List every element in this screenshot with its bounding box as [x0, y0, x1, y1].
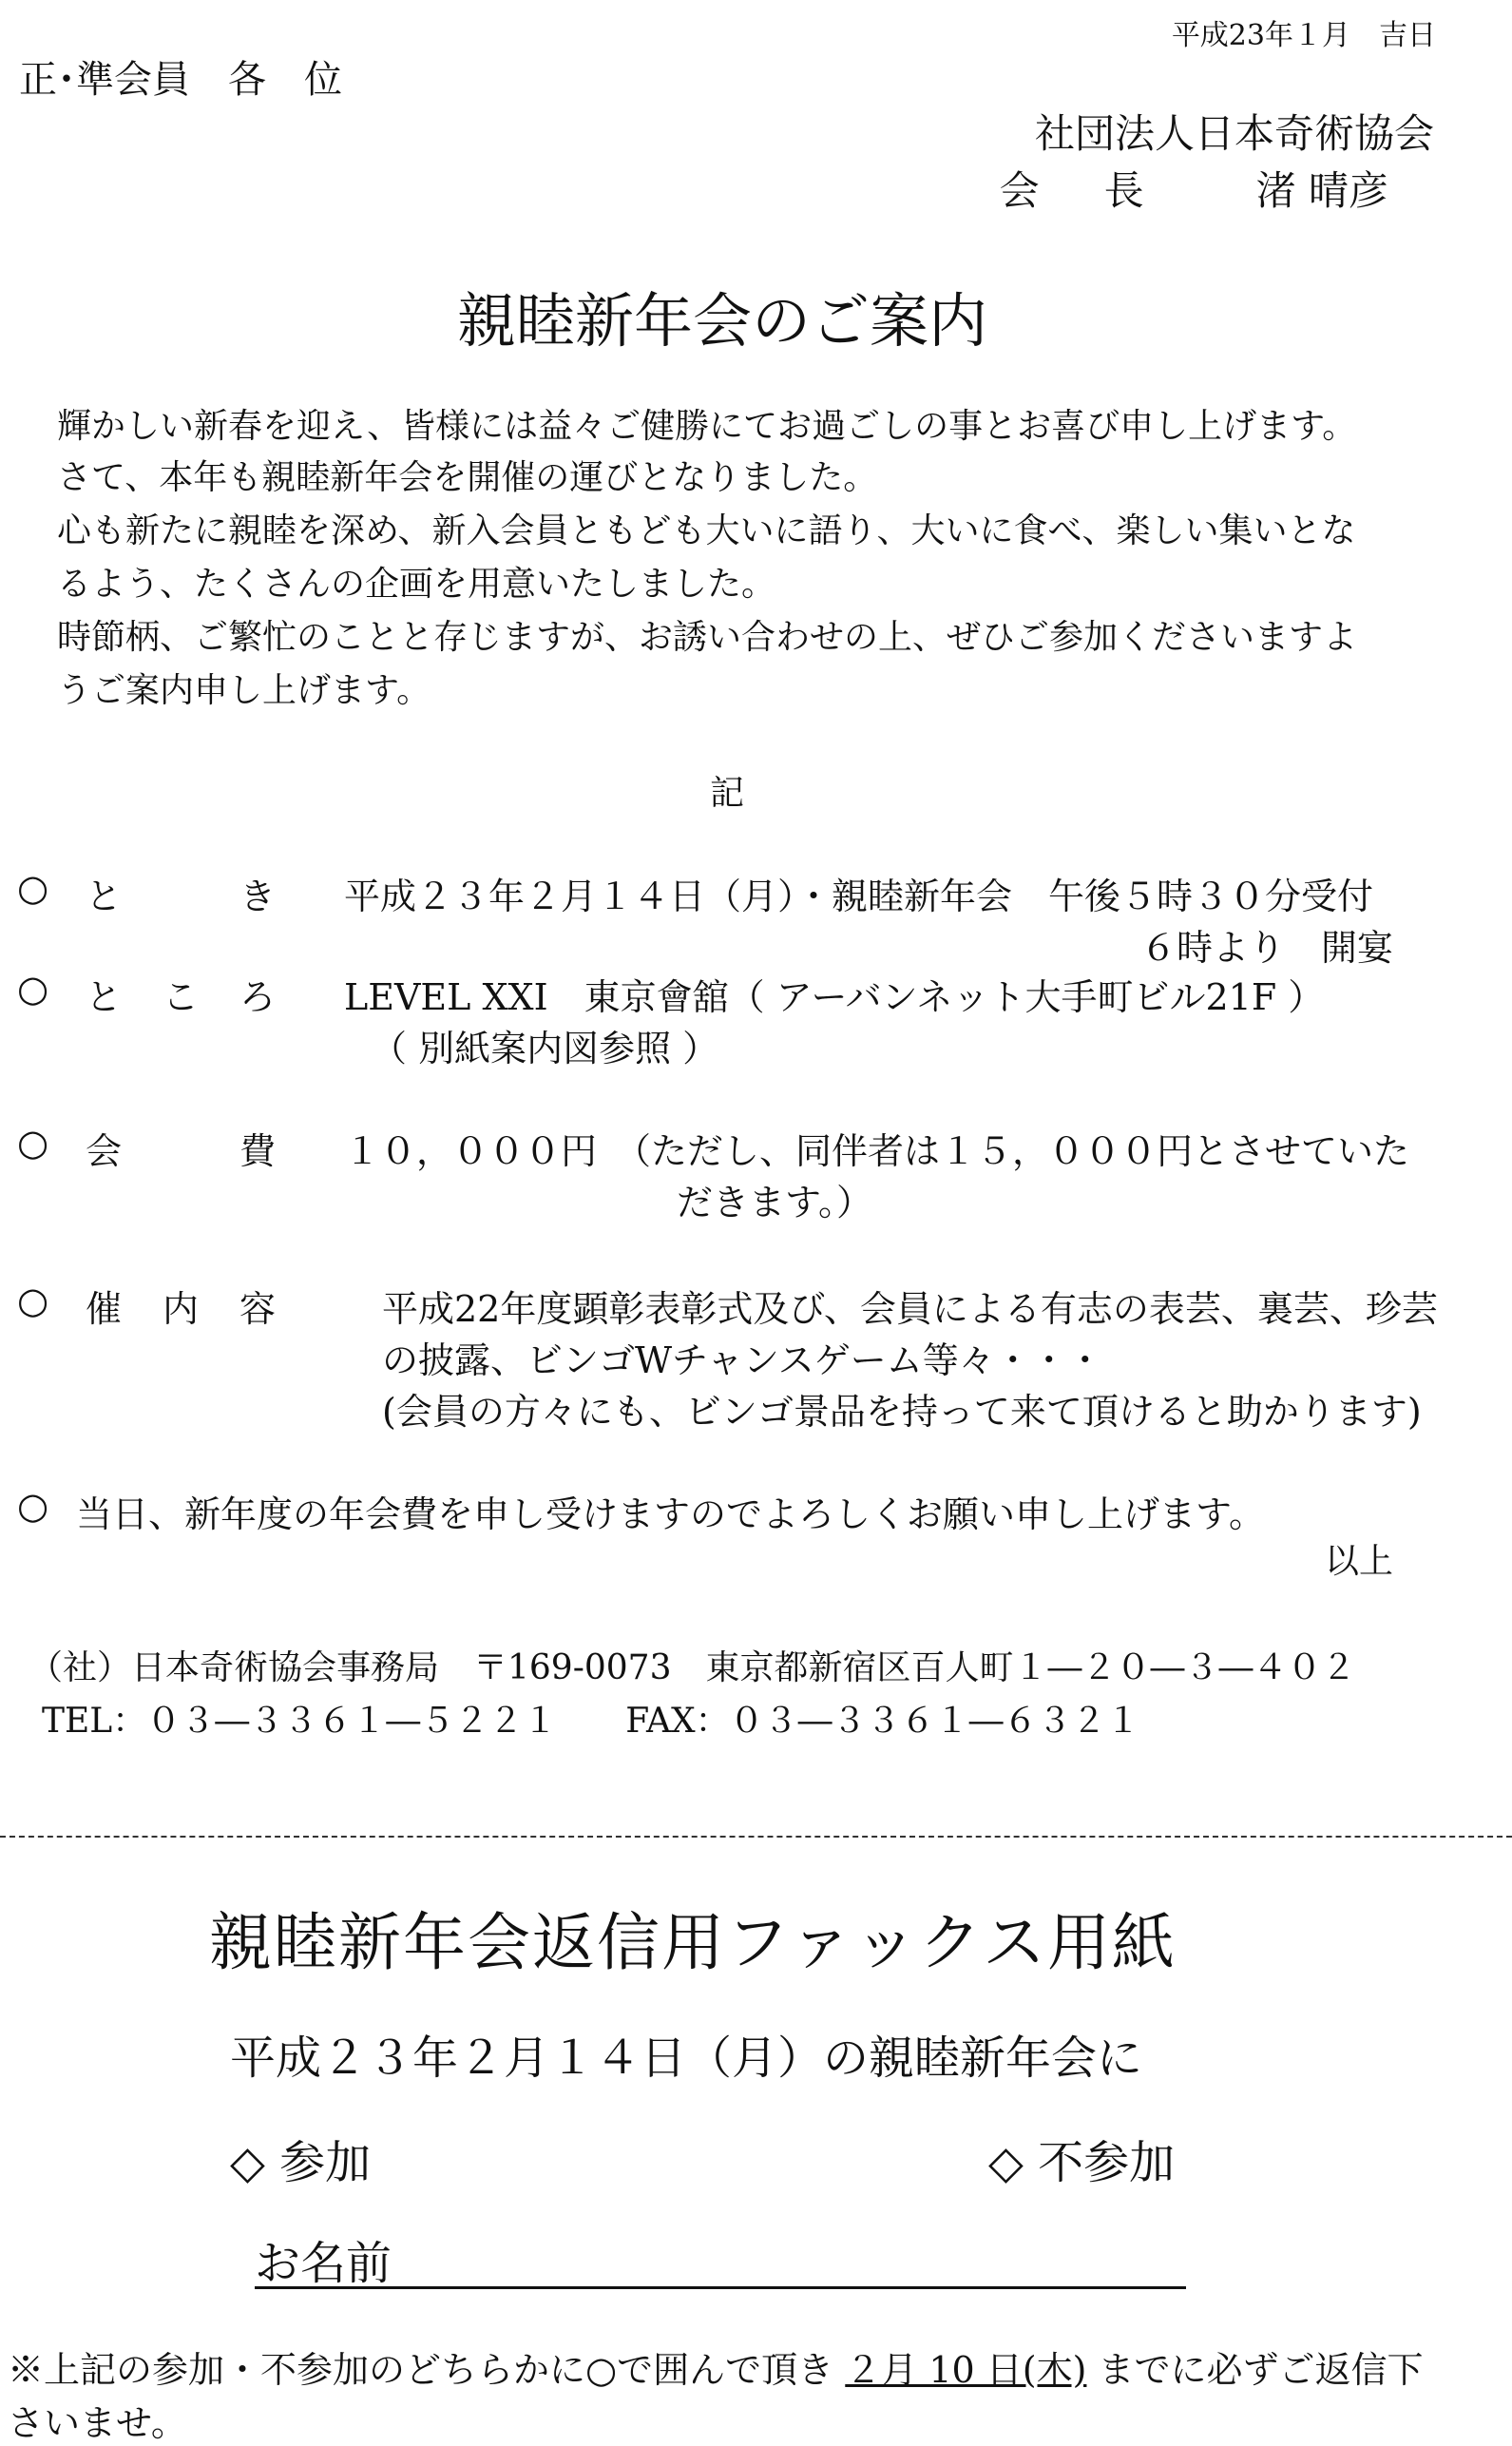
ki-heading: 記: [709, 774, 744, 813]
reply-deadline: ２月 10 日(木): [845, 2349, 1087, 2391]
option-absent[interactable]: ◇ 不参加: [988, 2136, 1176, 2189]
program-bullet: ○: [17, 1280, 49, 1321]
name-label: お名前: [255, 2237, 392, 2290]
president-name: 渚 晴彦: [1255, 167, 1388, 214]
program-label: 催 内 容: [86, 1288, 277, 1330]
when-bullet: ○: [17, 867, 49, 909]
note-bullet: ○: [17, 1485, 49, 1527]
recipient-line: 正･準会員 各 位: [19, 58, 342, 102]
fee-label: 会 費: [86, 1130, 277, 1172]
program-value-line-1: 平成22年度顕彰表彰式及び、会員による有志の表芸、裏芸、珍芸: [382, 1288, 1438, 1330]
body-line-4: るよう、たくさんの企画を用意いたしました。: [57, 565, 776, 604]
when-value-line-2: ６時より 開宴: [1140, 927, 1394, 969]
organization-name: 社団法人日本奇術協会: [1034, 110, 1434, 157]
body-line-5: 時節柄、ご繁忙のことと存じますが、お誘い合わせの上、ぜひご参加くださいますよ: [57, 618, 1358, 657]
body-line-1: 輝かしい新春を迎え、皆様には益々ご健勝にてお過ごしの事とお喜び申し上げます。: [57, 407, 1357, 446]
issue-date: 平成23年１月 吉日: [1171, 19, 1436, 52]
where-bullet: ○: [17, 968, 49, 1010]
body-line-6: うご案内申し上げます。: [57, 671, 431, 710]
where-label: と こ ろ: [86, 976, 277, 1018]
when-label: と き: [86, 876, 277, 917]
office-address: （社）日本奇術協会事務局 〒169-0073 東京都新宿区百人町１―２０―３―４０２: [29, 1648, 1356, 1687]
president-title-2: 長: [1103, 167, 1144, 214]
fax-event-line: 平成２３年２月１４日（月）の親睦新年会に: [230, 2032, 1143, 2085]
fee-bullet: ○: [17, 1122, 49, 1164]
option-attend[interactable]: ◇ 参加: [230, 2136, 372, 2189]
when-value-line-1: 平成２３年２月１４日（月）・親睦新年会 午後５時３０分受付: [344, 876, 1374, 917]
body-line-2: さて、本年も親睦新年会を開催の運びとなりました。: [57, 458, 878, 497]
reply-note-line-1: [8, 2340, 1424, 2393]
president-line: [1000, 160, 1388, 217]
reply-note-line-2: さいませ。: [8, 2402, 187, 2444]
where-value-line-1: LEVEL XXI 東京會舘（ アーバンネット大手町ビル21F ）: [344, 976, 1325, 1018]
program-value-line-3: (会員の方々にも、ビンゴ景品を持って来て頂けると助かります): [382, 1391, 1422, 1433]
document-title: 親睦新年会のご案内: [456, 286, 987, 356]
fee-value-line-2: だきます。）: [677, 1182, 872, 1223]
body-line-3: 心も新たに親睦を深め、新入会員ともども大いに語り、大いに食べ、楽しい集いとな: [57, 511, 1356, 550]
fax-form-title: 親睦新年会返信用ファックス用紙: [209, 1906, 1177, 1979]
name-field-line[interactable]: [255, 2286, 1186, 2289]
note-text: 当日、新年度の年会費を申し受けますのでよろしくお願い申し上げます。: [76, 1493, 1265, 1535]
office-contact: TEL：０３―３３６１―５２２１ FAX：０３―３３６１―６３２１: [42, 1702, 1140, 1741]
reply-note-prefix: ※上記の参加・不参加のどちらかに○で囲んで頂き: [8, 2349, 834, 2391]
program-value-line-2: の披露、ビンゴWチャンスゲーム等々・・・: [382, 1339, 1103, 1381]
fee-value-line-1: １０，０００円 （ただし、同伴者は１５，０００円とさせていた: [344, 1130, 1410, 1172]
closing-ijo: 以上: [1324, 1542, 1393, 1581]
reply-note-suffix: までに必ずご返信下: [1098, 2349, 1424, 2391]
cut-line-divider: [0, 1836, 1512, 1838]
president-title-1: 会: [999, 167, 1040, 214]
where-value-line-2: （ 別紙案内図参照 ）: [371, 1028, 719, 1069]
